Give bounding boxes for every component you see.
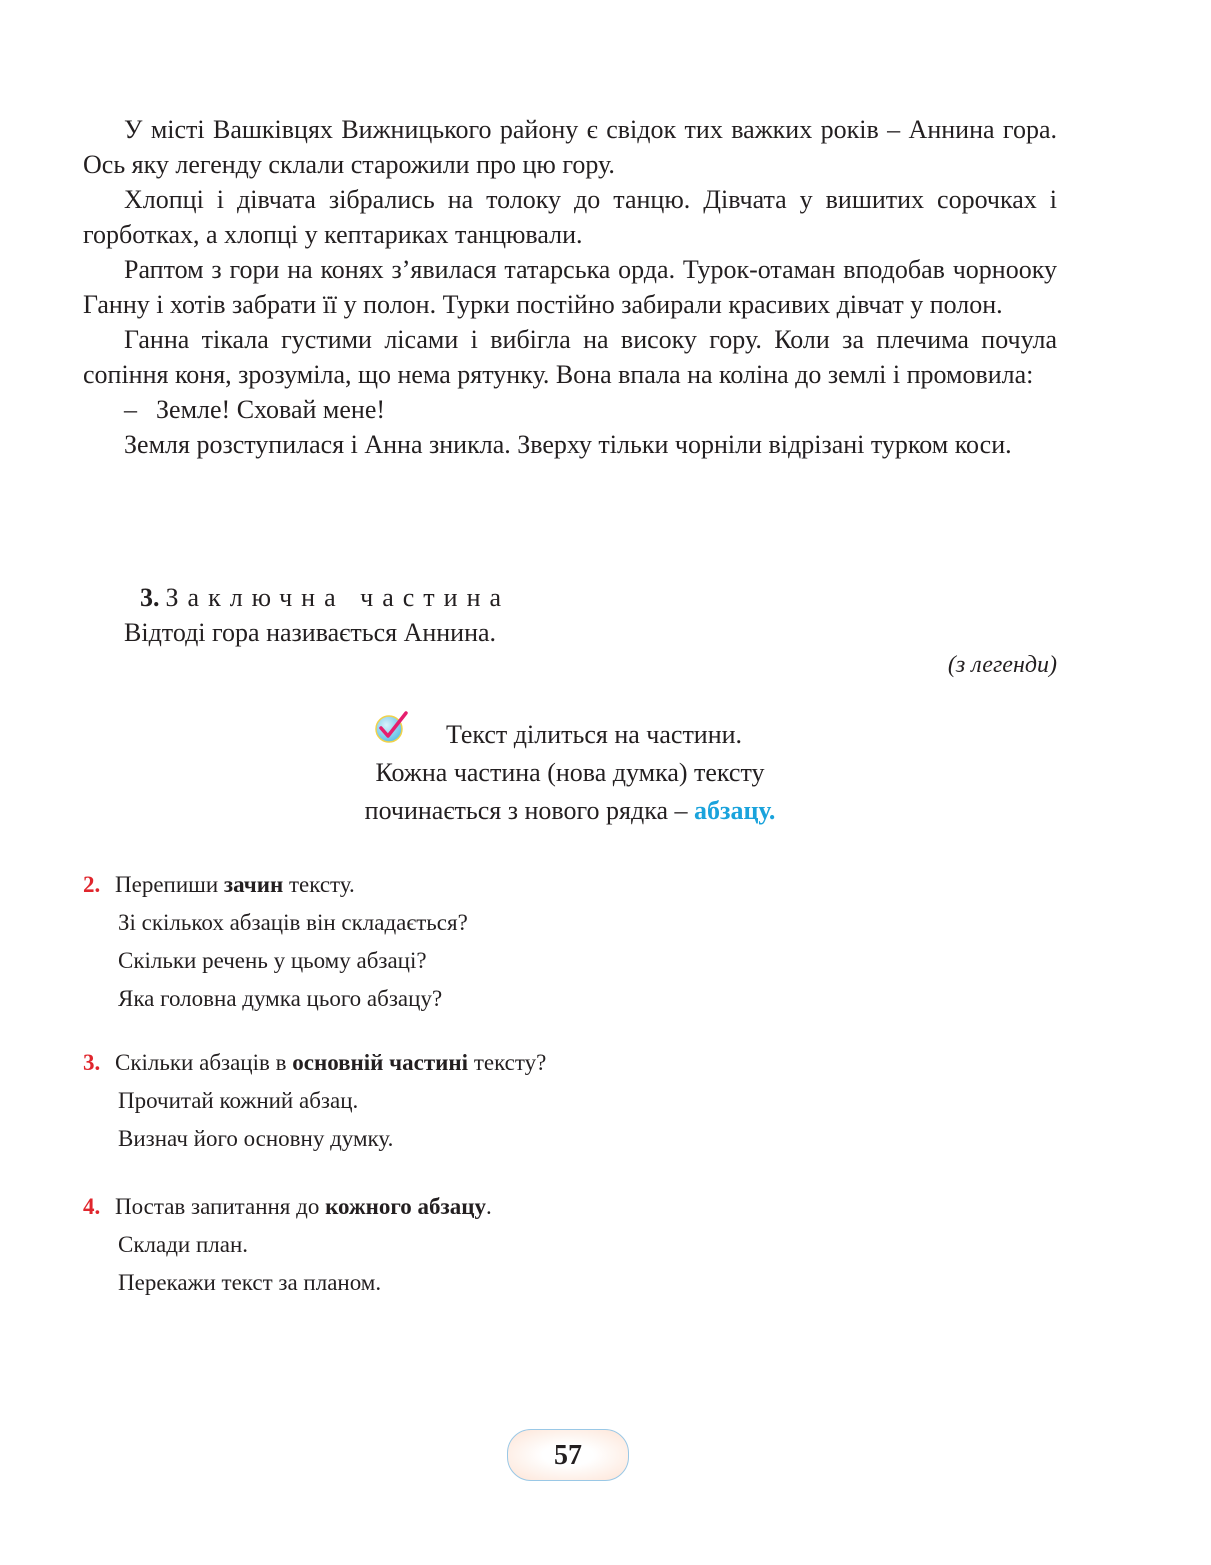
task-4: [83, 1188, 492, 1302]
rule-text-1: Текст ділиться на частини.: [445, 720, 743, 749]
task-text: тексту?: [468, 1050, 547, 1075]
task-2: [83, 866, 468, 1018]
rule-line-1: [300, 716, 840, 754]
task-number: 4.: [83, 1194, 101, 1219]
rule-text-3: починається з нового рядка –: [364, 796, 688, 825]
task-line: Скільки речень у цьому абзаці?: [118, 948, 427, 973]
dialog-dash: –: [124, 395, 137, 424]
rule-line-3: [300, 792, 840, 830]
story-paragraph: Раптом з гори на конях з’явилася татарська орда. Турок-отаман вподобав чорнооку Ганну і хотів забрати її у полон. Турки постійно забирали красивих дівчат у полон.: [83, 255, 1057, 319]
task-line: Склади план.: [118, 1232, 249, 1257]
section-number: 3.: [140, 583, 160, 612]
task-3: [83, 1044, 546, 1158]
story-text: [83, 112, 1057, 462]
task-text: тексту.: [283, 872, 355, 897]
rule-text-2: Кожна частина (нова думка) тексту: [375, 758, 765, 787]
task-line: Зі скількох абзаців він складається?: [118, 910, 468, 935]
section-text: Відтоді гора називається Аннина.: [124, 618, 497, 647]
story-paragraph: Ганна тікала густими лісами і вибігла на високу гору. Коли за плечима почула сопіння коня, зрозуміла, що нема рятунку. Вона впала на коліна до землі і промовила:: [83, 325, 1057, 389]
task-line: Визнач його основну думку.: [118, 1126, 394, 1151]
section-title: Заключна частина: [165, 583, 511, 612]
task-text: Перепиши: [115, 872, 224, 897]
check-icon: [373, 710, 409, 746]
rule-accent: абзацу.: [694, 796, 776, 825]
task-number: 2.: [83, 872, 101, 897]
task-line: Перекажи текст за планом.: [118, 1270, 382, 1295]
rule-box: [300, 716, 840, 830]
dialog-text: Земле! Сховай мене!: [156, 395, 386, 424]
task-header: [83, 866, 468, 904]
page-number: 57: [507, 1429, 629, 1481]
section-heading: [140, 580, 510, 615]
story-paragraph: Хлопці і дівчата зібрались на толоку до танцю. Дівчата у вишитих сорочках і горботках, а хлопці у кептариках танцювали.: [83, 185, 1057, 249]
source-note: (з легенди): [947, 652, 1057, 678]
task-text: Скільки абзаців в: [115, 1050, 293, 1075]
task-bold: кожного абзацу: [325, 1194, 487, 1219]
task-header: [83, 1044, 546, 1082]
task-bold: основній частині: [292, 1050, 469, 1075]
story-paragraph: Земля розступилася і Анна зникла. Зверху тільки чорніли відрізані турком коси.: [124, 430, 1012, 459]
task-bold: зачин: [223, 872, 284, 897]
task-text: .: [486, 1194, 492, 1219]
story-paragraph: У місті Вашківцях Вижницького району є свідок тих важких років – Аннина гора. Ось яку легенду склали старожили про цю гору.: [83, 115, 1057, 179]
task-line: Яка головна думка цього абзацу?: [118, 986, 443, 1011]
task-header: [83, 1188, 492, 1226]
task-number: 3.: [83, 1050, 101, 1075]
task-text: Постав запитання до: [115, 1194, 326, 1219]
task-line: Прочитай кожний абзац.: [118, 1088, 359, 1113]
dialog-line: [83, 392, 1057, 427]
